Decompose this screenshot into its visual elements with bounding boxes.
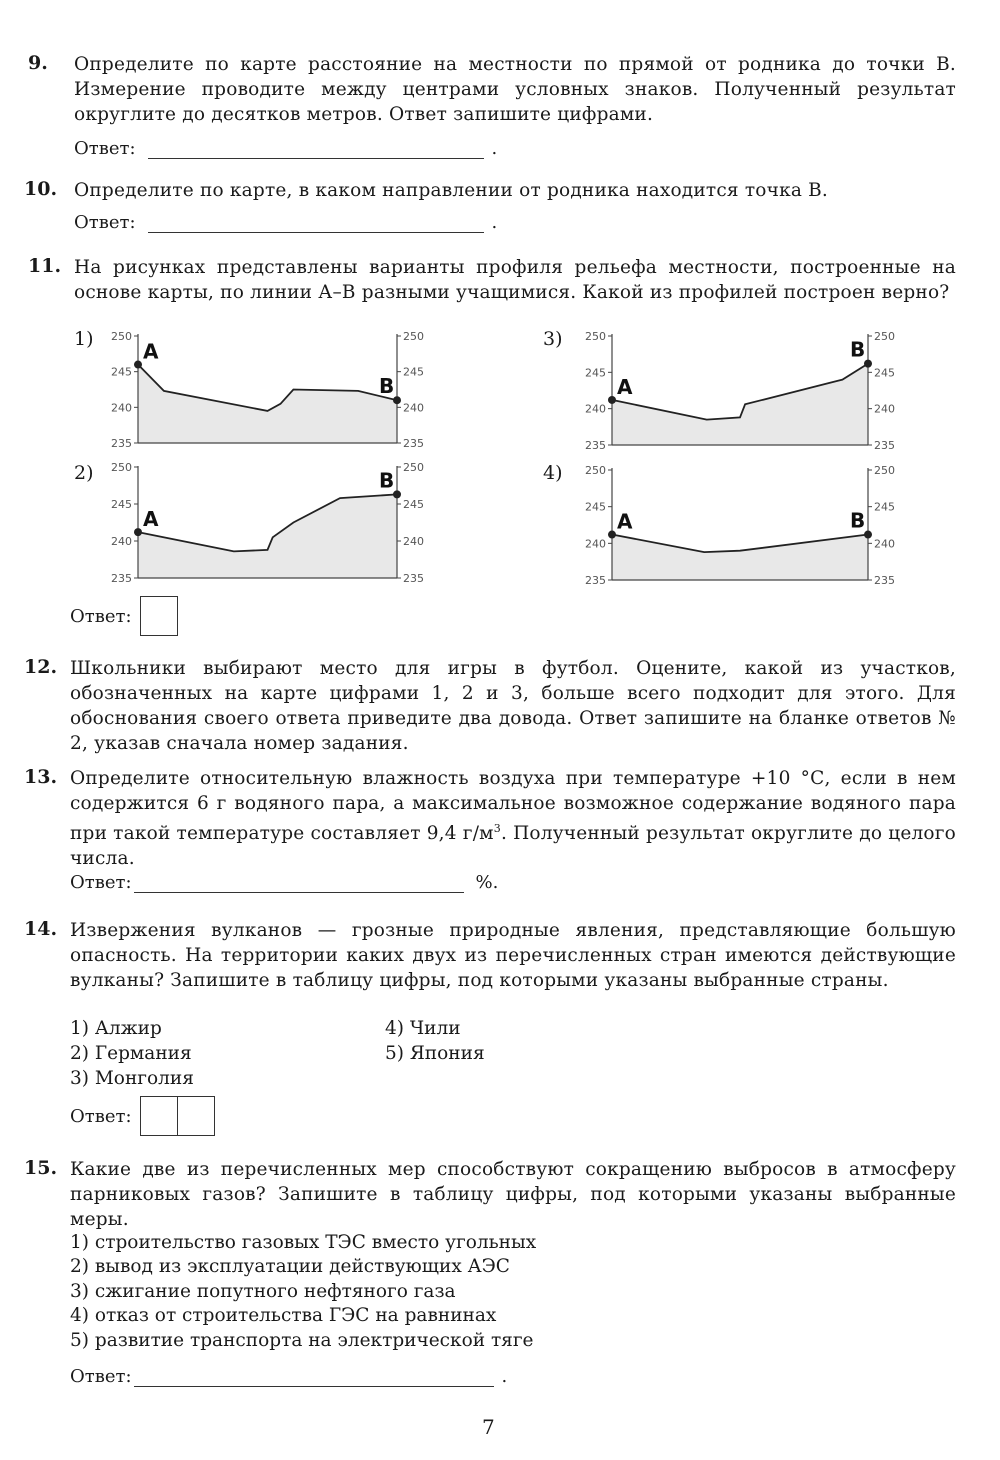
option-4: 4) отказ от строительства ГЭС на равнинах — [70, 1305, 497, 1326]
svg-text:245: 245 — [585, 366, 606, 380]
svg-text:250: 250 — [585, 330, 606, 343]
answer-input[interactable] — [134, 872, 464, 893]
question-text: Извержения вулканов — грозные природные явления, представляющие большую опасность. На территории каких двух из перечисленных стран имеются действующие вулканы? Запишите в таблицу цифры, под которыми указаны выбранные страны. — [70, 920, 956, 991]
svg-text:240: 240 — [403, 535, 424, 548]
answer-cell-1[interactable] — [141, 1097, 177, 1135]
svg-text:235: 235 — [874, 439, 895, 452]
answer-input[interactable] — [148, 138, 484, 159]
svg-text:245: 245 — [874, 500, 895, 514]
profile-chart-1 — [100, 326, 440, 452]
answer-suffix: . — [491, 212, 498, 233]
answer-row — [70, 872, 498, 893]
svg-text:240: 240 — [585, 402, 606, 416]
profile-chart-2 — [100, 458, 440, 584]
answer-label: Ответ: — [70, 605, 132, 627]
svg-text:245: 245 — [874, 366, 895, 380]
point-a-label: A — [143, 507, 159, 532]
option-3: 3) Монголия — [70, 1068, 194, 1089]
point-a-label: A — [143, 339, 159, 364]
answer-suffix: . — [491, 138, 498, 159]
answer-label: Ответ: — [74, 212, 136, 233]
option-5: 5) развитие транспорта на электрической тяге — [70, 1330, 534, 1351]
answer-label: Ответ: — [70, 872, 132, 893]
svg-text:235: 235 — [585, 439, 606, 452]
svg-text:250: 250 — [585, 464, 606, 477]
svg-text:245: 245 — [403, 365, 424, 379]
point-b-label: B — [379, 374, 395, 399]
option-1: 1) строительство газовых ТЭС вместо угольных — [70, 1232, 537, 1253]
svg-text:240: 240 — [111, 535, 132, 548]
answer-input[interactable] — [134, 1366, 494, 1387]
answer-input[interactable] — [148, 212, 484, 233]
profile-chart-3 — [574, 326, 914, 452]
profile-chart-4 — [574, 458, 914, 584]
svg-text:240: 240 — [874, 402, 895, 416]
question-number: 9. — [28, 52, 48, 74]
option-3: 3) сжигание попутного нефтяного газа — [70, 1281, 456, 1302]
profile-option-3-label: 3) — [543, 328, 563, 350]
svg-text:250: 250 — [874, 330, 895, 343]
point-b-label: B — [850, 508, 866, 533]
svg-text:250: 250 — [403, 330, 424, 343]
answer-label: Ответ: — [70, 1366, 132, 1387]
svg-text:235: 235 — [403, 572, 424, 584]
svg-text:235: 235 — [111, 437, 132, 450]
question-text: Определите относительную влажность воздуха при температуре +10 °С, если в нем содержится 6 г водяного пара, а максимальное возможное содержание водяного пара при такой температуре составляет 9,4 $г/м^3$. Полученный результат округлите до целого числа. — [70, 768, 957, 870]
svg-text:245: 245 — [585, 500, 606, 514]
option-2: 2) вывод из эксплуатации действующих АЭС — [70, 1256, 510, 1277]
svg-text:250: 250 — [403, 461, 424, 474]
answer-label: Ответ: — [70, 1105, 132, 1127]
question-number: 14. — [24, 918, 58, 940]
point-a-label: A — [617, 509, 633, 534]
svg-text:240: 240 — [874, 537, 895, 551]
answer-box[interactable] — [140, 596, 178, 636]
svg-text:235: 235 — [403, 437, 424, 450]
option-2: 2) Германия — [70, 1043, 192, 1064]
answer-cell-2[interactable] — [177, 1097, 214, 1135]
answer-row-q11 — [70, 596, 178, 636]
profile-option-1-label: 1) — [74, 328, 94, 350]
svg-text:235: 235 — [111, 572, 132, 584]
question-number: 12. — [24, 656, 58, 678]
svg-text:245: 245 — [111, 498, 132, 511]
point-a-label: A — [617, 374, 633, 399]
svg-text:250: 250 — [874, 464, 895, 477]
profile-option-4-label: 4) — [543, 462, 563, 484]
answer-row — [74, 138, 497, 159]
option-1: 1) Алжир — [70, 1018, 162, 1039]
svg-text:240: 240 — [403, 401, 424, 415]
question-number: 11. — [28, 255, 62, 277]
answer-table — [140, 1096, 215, 1136]
page-number: 7 — [482, 1415, 495, 1439]
svg-text:235: 235 — [874, 574, 895, 584]
answer-row — [70, 1096, 215, 1136]
profile-option-2-label: 2) — [74, 462, 94, 484]
svg-text:235: 235 — [585, 574, 606, 584]
question-number: 13. — [24, 766, 58, 788]
question-text: Школьники выбирают место для игры в футбол. Оцените, какой из участков, обозначенных на карте цифрами 1, 2 и 3, больше всего подходит для этого. Для обоснования своего ответа приведите два довода. Ответ запишите на бланке ответов № 2, указав сначала номер задания. — [70, 658, 956, 754]
svg-text:250: 250 — [111, 461, 132, 474]
question-text: На рисунках представлены варианты профиля рельефа местности, построенные на основе карты, по линии А–В разными учащимися. Какой из профилей построен верно? — [74, 257, 956, 303]
question-number: 15. — [24, 1157, 58, 1179]
svg-text:240: 240 — [111, 401, 132, 415]
answer-suffix: %. — [475, 872, 499, 893]
question-text: Определите по карте, в каком направлении от родника находится точка В. — [74, 180, 829, 201]
question-text: Определите по карте расстояние на местности по прямой от родника до точки В. Измерение проводите между центрами условных знаков. Полученный результат округлите до десятков метров. Ответ запишите цифрами. — [74, 54, 956, 125]
option-4: 4) Чили — [385, 1018, 461, 1039]
question-number: 10. — [24, 178, 58, 200]
answer-suffix: . — [501, 1366, 508, 1387]
svg-text:245: 245 — [111, 365, 132, 379]
option-5: 5) Япония — [385, 1043, 485, 1064]
svg-text:240: 240 — [585, 537, 606, 551]
answer-label: Ответ: — [74, 138, 136, 159]
answer-row — [74, 212, 497, 233]
svg-text:250: 250 — [111, 330, 132, 343]
svg-text:245: 245 — [403, 498, 424, 511]
answer-row — [70, 1366, 507, 1387]
question-text: Какие две из перечисленных мер способствуют сокращению выбросов в атмосферу парниковых газов? Запишите в таблицу цифры, под которыми указаны выбранные меры. — [70, 1159, 956, 1230]
point-b-label: B — [379, 468, 395, 493]
point-b-label: B — [850, 337, 866, 362]
